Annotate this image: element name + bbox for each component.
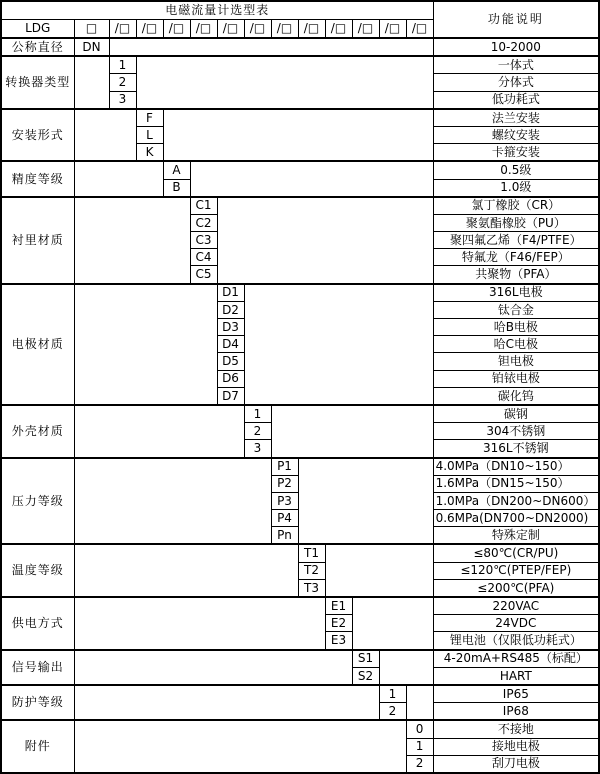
category-label: 衬里材质: [1, 197, 74, 284]
option-code: P2: [271, 475, 298, 492]
option-code: D1: [217, 284, 244, 302]
empty-cell: [109, 38, 433, 56]
option-description: 不接地: [433, 720, 599, 738]
model-code-slot: /□: [136, 20, 163, 39]
category-label: 温度等级: [1, 544, 74, 597]
option-description: 特殊定制: [433, 527, 599, 545]
model-code-slot: /□: [217, 20, 244, 39]
option-code: D5: [217, 353, 244, 370]
option-description: 钛合金: [433, 301, 599, 318]
option-code: C2: [190, 214, 217, 231]
option-description: ≤80℃(CR/PU): [433, 544, 599, 562]
option-description: 304不锈钢: [433, 423, 599, 440]
option-code: C3: [190, 232, 217, 249]
category-label: 外壳材质: [1, 405, 74, 458]
empty-cell: [74, 161, 163, 196]
empty-cell: [136, 56, 433, 109]
option-description: 特氟龙（F46/FEP）: [433, 249, 599, 266]
option-code: DN: [74, 38, 109, 56]
option-code: P1: [271, 458, 298, 476]
option-description: 聚氨酯橡胶（PU）: [433, 214, 599, 231]
option-code: 2: [379, 703, 406, 721]
option-code: D6: [217, 370, 244, 387]
empty-cell: [406, 685, 433, 720]
category-label: 电极材质: [1, 284, 74, 405]
option-code: 2: [109, 74, 136, 91]
category-label: 信号输出: [1, 650, 74, 685]
option-code: A: [163, 161, 190, 179]
option-description: ≤120℃(PTEP/FEP): [433, 562, 599, 579]
empty-cell: [352, 597, 433, 650]
option-description: 1.0级: [433, 179, 599, 197]
empty-cell: [325, 544, 433, 597]
option-code: E3: [325, 632, 352, 650]
empty-cell: [74, 405, 244, 458]
model-code-slot: /□: [190, 20, 217, 39]
option-description: 0.5级: [433, 161, 599, 179]
option-description: 螺纹安装: [433, 126, 599, 143]
model-code-slot: /□: [298, 20, 325, 39]
option-description: IP65: [433, 685, 599, 703]
model-code-slot: /□: [271, 20, 298, 39]
option-description: 哈C电极: [433, 336, 599, 353]
option-code: C4: [190, 249, 217, 266]
option-description: 24VDC: [433, 615, 599, 632]
empty-cell: [74, 109, 136, 162]
option-code: E2: [325, 615, 352, 632]
option-description: 4-20mA+RS485（标配）: [433, 650, 599, 668]
model-code-slot: /□: [352, 20, 379, 39]
empty-cell: [271, 405, 433, 458]
option-code: D4: [217, 336, 244, 353]
empty-cell: [74, 650, 352, 685]
option-code: L: [136, 126, 163, 143]
empty-cell: [74, 56, 109, 109]
empty-cell: [217, 197, 433, 284]
model-code-slot: /□: [109, 20, 136, 39]
option-code: 3: [244, 440, 271, 458]
empty-cell: [74, 197, 190, 284]
option-description: 4.0MPa（DN10~150）: [433, 458, 599, 476]
function-description-header: 功能说明: [433, 1, 599, 38]
option-code: 1: [244, 405, 271, 423]
option-code: F: [136, 109, 163, 127]
selection-table-body: [1, 1, 599, 773]
model-code-slot: /□: [163, 20, 190, 39]
option-description: 10-2000: [433, 38, 599, 56]
model-code-box: □: [74, 20, 109, 39]
model-code-slot: /□: [325, 20, 352, 39]
option-description: 氯丁橡胶（CR）: [433, 197, 599, 215]
empty-cell: [163, 109, 433, 162]
option-description: 碳钢: [433, 405, 599, 423]
empty-cell: [74, 720, 406, 773]
option-description: IP68: [433, 703, 599, 721]
model-code-slot: /□: [379, 20, 406, 39]
category-label: 公称直径: [1, 38, 74, 56]
option-code: B: [163, 179, 190, 197]
option-description: 接地电极: [433, 738, 599, 755]
model-code-slot: /□: [244, 20, 271, 39]
option-code: P4: [271, 510, 298, 527]
option-description: 316L电极: [433, 284, 599, 302]
option-code: E1: [325, 597, 352, 615]
option-code: 0: [406, 720, 433, 738]
category-label: 供电方式: [1, 597, 74, 650]
option-code: T3: [298, 579, 325, 597]
option-description: 1.0MPa（DN200~DN600）: [433, 492, 599, 509]
option-code: Pn: [271, 527, 298, 545]
option-description: 分体式: [433, 74, 599, 91]
option-code: 1: [379, 685, 406, 703]
option-description: 刮刀电极: [433, 755, 599, 773]
model-code-prefix: LDG: [1, 20, 74, 39]
option-code: D7: [217, 387, 244, 405]
option-code: C5: [190, 266, 217, 284]
category-label: 压力等级: [1, 458, 74, 545]
option-description: HART: [433, 667, 599, 685]
category-label: 附件: [1, 720, 74, 773]
model-code-slot: /□: [406, 20, 433, 39]
option-code: 1: [109, 56, 136, 74]
option-description: 共聚物（PFA）: [433, 266, 599, 284]
option-description: 锂电池（仅限低功耗式）: [433, 632, 599, 650]
empty-cell: [244, 284, 433, 405]
option-code: D2: [217, 301, 244, 318]
option-description: 聚四氟乙烯（F4/PTFE）: [433, 232, 599, 249]
option-code: 1: [406, 738, 433, 755]
option-description: 法兰安装: [433, 109, 599, 127]
option-code: T1: [298, 544, 325, 562]
option-description: 220VAC: [433, 597, 599, 615]
table-title: 电磁流量计选型表: [1, 1, 433, 20]
option-code: S1: [352, 650, 379, 668]
option-description: 316L不锈钢: [433, 440, 599, 458]
option-code: 2: [244, 423, 271, 440]
option-code: S2: [352, 667, 379, 685]
option-code: K: [136, 144, 163, 162]
option-description: 哈B电极: [433, 319, 599, 336]
empty-cell: [74, 284, 217, 405]
option-code: T2: [298, 562, 325, 579]
category-label: 转换器类型: [1, 56, 74, 109]
option-description: 1.6MPa（DN15~150）: [433, 475, 599, 492]
option-description: 0.6MPa(DN700~DN2000): [433, 510, 599, 527]
empty-cell: [379, 650, 433, 685]
empty-cell: [74, 458, 271, 545]
option-description: 钽电极: [433, 353, 599, 370]
category-label: 安装形式: [1, 109, 74, 162]
empty-cell: [74, 597, 325, 650]
option-description: ≤200℃(PFA): [433, 579, 599, 597]
empty-cell: [74, 544, 298, 597]
option-description: 铂铱电极: [433, 370, 599, 387]
option-code: C1: [190, 197, 217, 215]
option-code: 2: [406, 755, 433, 773]
option-description: 一体式: [433, 56, 599, 74]
option-description: 卡箍安装: [433, 144, 599, 162]
empty-cell: [190, 161, 433, 196]
option-description: 低功耗式: [433, 91, 599, 109]
option-code: P3: [271, 492, 298, 509]
category-label: 精度等级: [1, 161, 74, 196]
category-label: 防护等级: [1, 685, 74, 720]
option-description: 碳化钨: [433, 387, 599, 405]
empty-cell: [74, 685, 379, 720]
empty-cell: [298, 458, 433, 545]
option-code: 3: [109, 91, 136, 109]
option-code: D3: [217, 319, 244, 336]
